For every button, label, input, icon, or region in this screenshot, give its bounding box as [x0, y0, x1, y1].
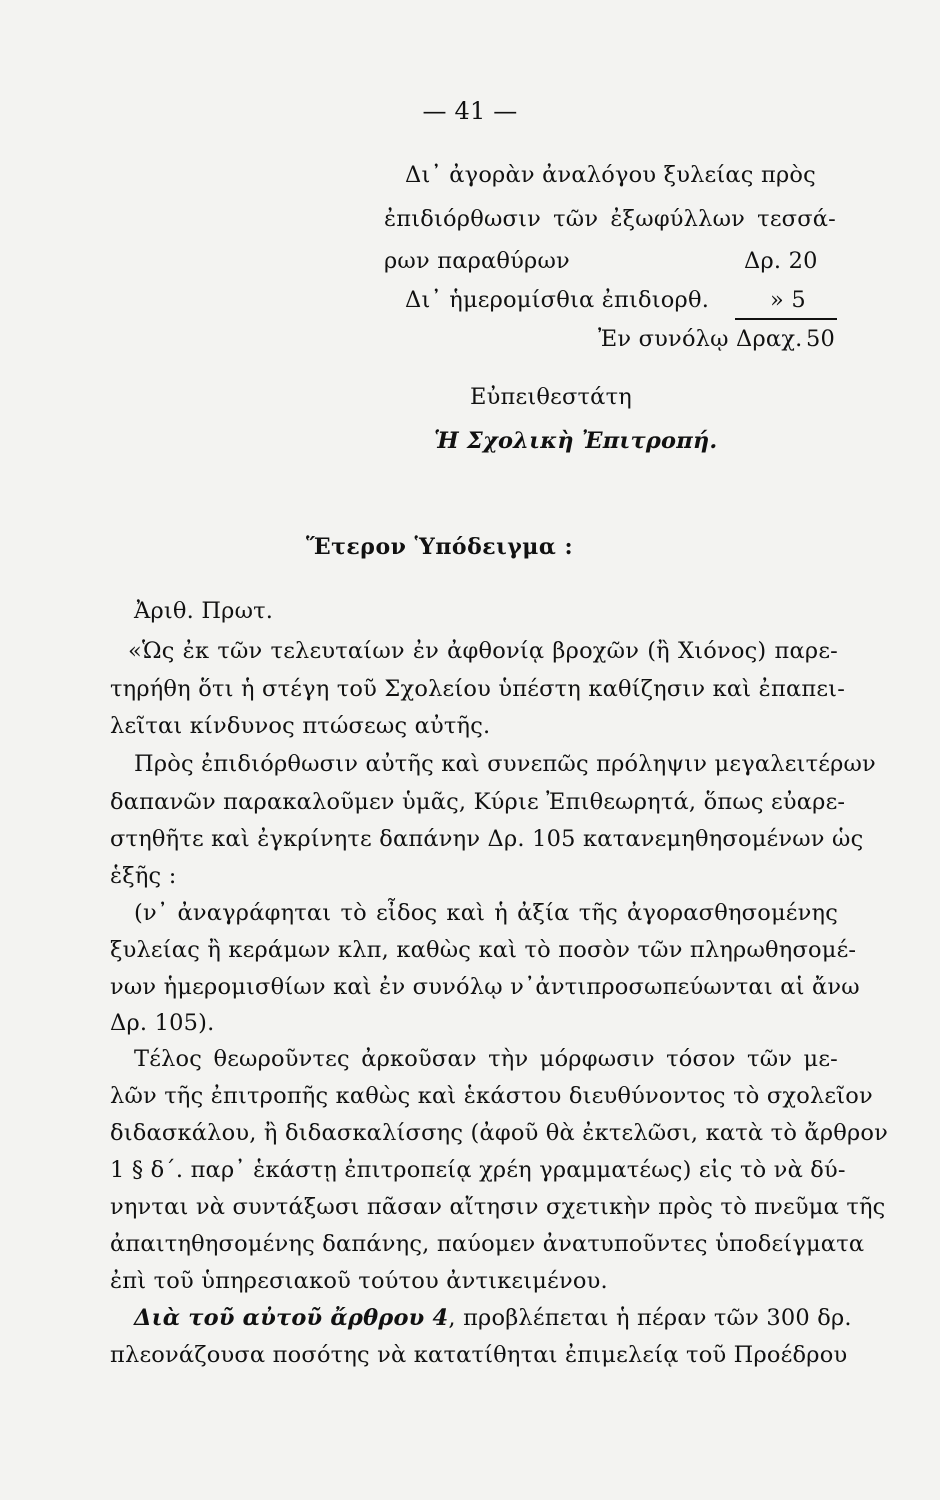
- para1-line-2: τηρήθη ὅτι ἡ στέγη τοῦ Σχολείου ὑπέστη καθίζησιν καὶ ἐπαπει-: [110, 676, 846, 702]
- para5-rest: , προβλέπεται ἡ πέραν τῶν 300 δρ.: [448, 1305, 852, 1331]
- closing-signature: Ἡ Σχολικὴ Ἐπιτροπή.: [434, 428, 718, 454]
- para4-line-7: ἐπὶ τοῦ ὑπηρεσιακοῦ τούτου ἀντικειμένου.: [110, 1268, 608, 1294]
- para4-line-1: Τέλος θεωροῦντες ἀρκοῦσαν τὴν μόρφωσιν τόσον τῶν με-: [134, 1046, 838, 1072]
- para2-line-3: στηθῆτε καὶ ἐγκρίνητε δαπάνην Δρ. 105 κατανεμηθησομένων ὡς: [110, 826, 864, 852]
- para4-line-6: ἀπαιτηθησομένης δαπάνης, παύομεν ἀνατυποῦντες ὑποδείγματα: [110, 1231, 865, 1257]
- closing-salutation: Εὐπειθεστάτη: [470, 384, 632, 410]
- budget-total-text: Ἐν συνόλῳ Δραχ.: [598, 326, 803, 352]
- para3-line-1: (ν᾽ ἀναγράφηται τὸ εἶδος καὶ ἡ ἀξία τῆς ἀγορασθησομένης: [134, 900, 838, 926]
- para4-line-3: διδασκάλου, ἢ διδασκαλίσσης (ἀφοῦ θὰ ἐκτελῶσι, κατὰ τὸ ἄρθρον: [110, 1120, 889, 1146]
- para3-line-3: νων ἡμερομισθίων καὶ ἐν συνόλῳ ν᾽ἀντιπροσωπεύωνται αἱ ἄνω: [110, 974, 860, 1000]
- section-heading: Ἕτερον Ὑπόδειγμα :: [306, 534, 574, 560]
- para2-line-2: δαπανῶν παρακαλοῦμεν ὑμᾶς, Κύριε Ἐπιθεωρητά, ὅπως εὐαρε-: [110, 789, 846, 815]
- budget-line-1: Δι᾽ ἀγορὰν ἀναλόγου ξυλείας πρὸς: [405, 162, 816, 188]
- budget-line-4-text: Δι᾽ ἡμερομίσθια ἐπιδιορθ.: [405, 287, 710, 313]
- budget-line-2: ἐπιδιόρθωσιν τῶν ἐξωφύλλων τεσσά-: [384, 206, 836, 232]
- budget-line-4-amount: » 5: [770, 287, 806, 313]
- sum-rule: [735, 318, 837, 320]
- para2-line-4: ἑξῆς :: [110, 863, 177, 889]
- page-number: — 41 —: [422, 97, 518, 125]
- para4-line-5: νηνται νὰ συντάξωσι πᾶσαν αἴτησιν σχετικὴν πρὸς τὸ πνεῦμα τῆς: [110, 1194, 886, 1220]
- para5-line-1: [134, 1303, 852, 1333]
- para2-line-1: Πρὸς ἐπιδιόρθωσιν αὐτῆς καὶ συνεπῶς πρόληψιν μεγαλειτέρων: [134, 751, 876, 777]
- para3-line-2: ξυλείας ἢ κεράμων κλπ, καθὼς καὶ τὸ ποσὸν τῶν πληρωθησομέ-: [110, 937, 857, 963]
- budget-line-3-amount: Δρ. 20: [744, 248, 818, 274]
- para5-line-2: πλεονάζουσα ποσότης νὰ κατατίθηται ἐπιμελείᾳ τοῦ Προέδρου: [110, 1342, 848, 1368]
- para1-line-3: λεῖται κίνδυνος πτώσεως αὐτῆς.: [110, 713, 491, 739]
- para4-line-2: λῶν τῆς ἐπιτροπῆς καθὼς καὶ ἑκάστου διευθύνοντος τὸ σχολεῖον: [110, 1083, 873, 1109]
- para1-line-1: «Ὡς ἐκ τῶν τελευταίων ἐν ἀφθονίᾳ βροχῶν (ἢ Χιόνος) παρε-: [128, 638, 838, 664]
- para4-line-4: 1 § δ΄. παρ᾽ ἑκάστῃ ἐπιτροπείᾳ χρέη γραμματέως) εἰς τὸ νὰ δύ-: [110, 1157, 846, 1183]
- budget-line-3-text: ρων παραθύρων: [384, 248, 570, 274]
- para5-bold-lead: Διὰ τοῦ αὐτοῦ ἄρθρου 4: [134, 1305, 449, 1331]
- budget-total-amount: 50: [806, 326, 836, 352]
- para3-line-4: Δρ. 105).: [110, 1010, 215, 1036]
- protocol-number: Ἀριθ. Πρωτ.: [134, 598, 274, 624]
